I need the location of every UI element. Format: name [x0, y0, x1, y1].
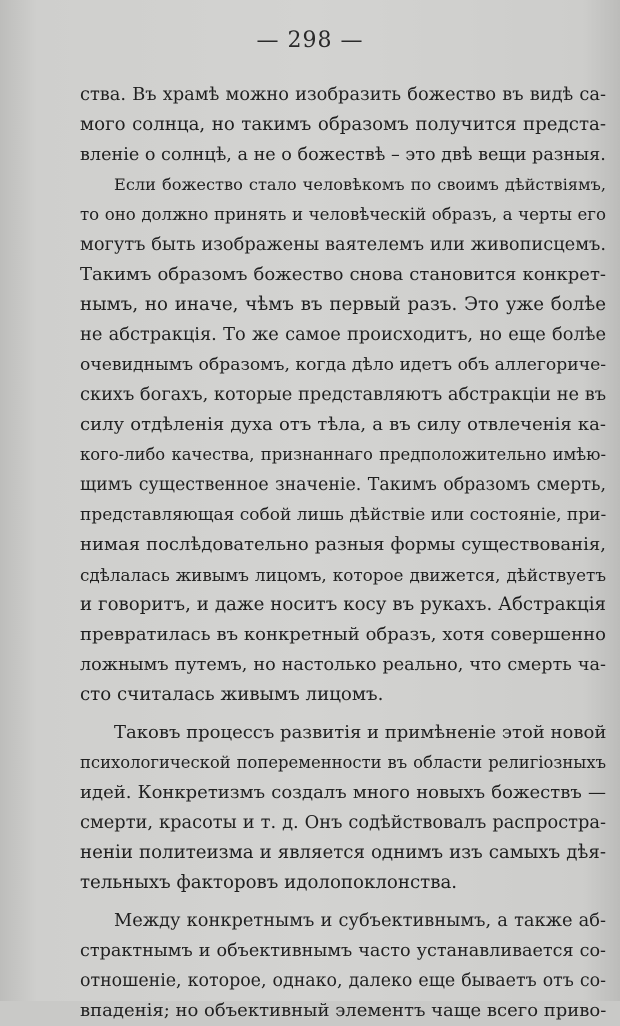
text-line: щимъ существенное значеніе. Такимъ образомъ смерть,	[80, 475, 606, 495]
text-line: ства. Въ храмѣ можно изобразить божество въ видѣ са-	[80, 84, 606, 105]
paragraph-gap	[80, 898, 606, 906]
page-number: — 298 —	[256, 28, 364, 53]
text-line: Такимъ образомъ божество снова становится конкрет-	[80, 264, 606, 285]
text-line: впаденія; но объективный элементъ чаще всего приво-	[80, 1000, 607, 1021]
text-line: ложнымъ путемъ, но настолько реально, что смерть ча-	[80, 655, 606, 675]
text-line: страктнымъ и объективнымъ часто устанавливается со-	[80, 941, 606, 961]
page-text	[80, 80, 606, 1026]
text-line: очевиднымъ образомъ, когда дѣло идетъ объ аллегориче-	[80, 355, 607, 375]
text-line: и говоритъ, и даже носитъ косу въ рукахъ. Абстракція	[80, 594, 606, 615]
text-line: могутъ быть изображены ваятелемъ или живописцемъ.	[80, 234, 606, 255]
text-line: нимая послѣдовательно разныя формы существованія,	[80, 534, 606, 555]
text-line: тельныхъ факторовъ идолопоклонства.	[80, 872, 458, 893]
paragraph	[80, 718, 606, 898]
paragraph-gap	[80, 710, 606, 718]
text-line: вленіе о солнцѣ, а не о божествѣ – это двѣ вещи разныя.	[80, 145, 606, 165]
paragraph	[80, 906, 606, 1026]
text-line: идей. Конкретизмъ создалъ много новыхъ божествъ —	[80, 782, 606, 803]
text-line: Таковъ процессъ развитія и примѣненіе этой новой	[114, 722, 607, 743]
text-line: мого солнца, но такимъ образомъ получится предста-	[80, 114, 606, 135]
text-line: представляющая собой лишь дѣйствіе или состояніе, при-	[80, 505, 607, 525]
text-line: Если божество стало человѣкомъ по своимъ дѣйствіямъ,	[114, 175, 606, 194]
text-line: отношеніе, которое, однако, далеко еще бываетъ отъ со-	[80, 971, 606, 991]
text-line: сдѣлалась живымъ лицомъ, которое движется, дѣйствуетъ	[80, 565, 606, 585]
text-line: силу отдѣленія духа отъ тѣла, а въ силу отвлеченія ка-	[80, 414, 606, 435]
text-line: не абстракція. То же самое происходитъ, но еще болѣе	[80, 324, 606, 345]
text-line: нымъ, но иначе, чѣмъ въ первый разъ. Это уже болѣе	[80, 294, 606, 315]
text-line: то оно должно принять и человѣческій образъ, а черты его	[80, 205, 606, 224]
paragraph	[80, 80, 606, 170]
text-line: скихъ богахъ, которые представляютъ абстракціи не въ	[80, 384, 607, 405]
text-line: кого-либо качества, признаннаго предположительно имѣю-	[80, 445, 606, 464]
text-line: психологической попеременности въ области религіозныхъ	[80, 753, 606, 772]
paragraph	[80, 170, 606, 710]
text-line: неніи политеизма и является однимъ изъ самыхъ дѣя-	[80, 842, 606, 863]
text-line: смерти, красоты и т. д. Онъ содѣйствовалъ распростра-	[80, 812, 606, 833]
text-line: Между конкретнымъ и субъективнымъ, а также аб-	[114, 910, 606, 931]
text-line: превратилась въ конкретный образъ, хотя совершенно	[80, 624, 606, 645]
text-line: сто считалась живымъ лицомъ.	[80, 684, 384, 705]
